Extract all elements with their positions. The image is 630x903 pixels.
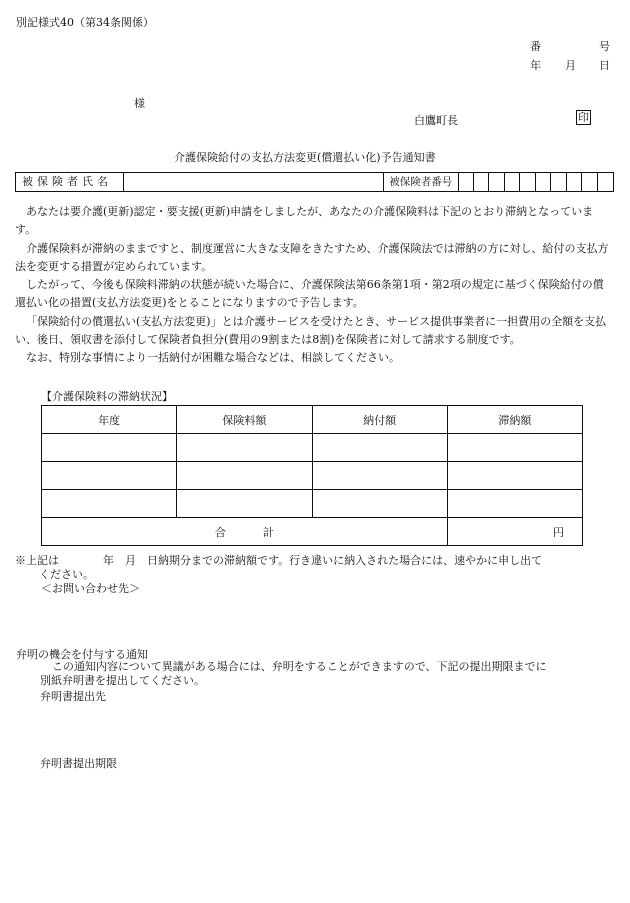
submission-destination-label: 弁明書提出先 xyxy=(40,690,106,703)
table-cell[interactable] xyxy=(42,462,177,490)
total-label-char: 合 xyxy=(214,525,226,539)
hearing-line: 別紙弁明書を提出してください。 xyxy=(40,673,205,687)
number-label-go: 号 xyxy=(599,40,610,53)
table-cell[interactable] xyxy=(312,490,447,518)
seal-stamp: 印 xyxy=(578,111,589,124)
table-cell[interactable] xyxy=(312,434,447,462)
insured-info-row xyxy=(15,172,614,192)
total-label xyxy=(42,518,448,546)
column-header-arrears: 滞納額 xyxy=(447,406,582,434)
insured-number-digit[interactable] xyxy=(459,173,474,191)
document-title: 介護保険給付の支払方法変更(償還払い化)予告通知書 xyxy=(174,151,436,164)
table-cell[interactable] xyxy=(42,434,177,462)
insured-number-label: 被保険者番号 xyxy=(384,173,459,191)
column-header-premium: 保険料額 xyxy=(177,406,312,434)
date-label-year: 年 xyxy=(530,59,541,72)
form-number: 別記様式40（第34条関係） xyxy=(16,16,154,29)
hearing-notice-body xyxy=(16,660,547,687)
table-cell[interactable] xyxy=(177,434,312,462)
note-line: ※上記は 年 月 日納期分までの滞納額です。行き違いに納入された場合には、速やかに申し出て xyxy=(15,554,543,567)
table-cell[interactable] xyxy=(312,462,447,490)
hearing-line: この通知内容について異議がある場合には、弁明をすることができますので、下記の提出期限までに xyxy=(52,660,547,673)
insured-number-digit[interactable] xyxy=(474,173,489,191)
total-label-char: 計 xyxy=(262,525,274,539)
insured-number-digit[interactable] xyxy=(551,173,566,191)
insured-number-digit[interactable] xyxy=(489,173,504,191)
insured-number-digit[interactable] xyxy=(536,173,551,191)
insured-number-digit[interactable] xyxy=(520,173,535,191)
body-paragraph: したがって、今後も保険料滞納の状態が続いた場合に、介護保険法第66条第1項・第2項の規定に基づく保険給付の償還払い化の措置(支払方法変更)をとることになりますので予告します。 xyxy=(15,278,604,310)
body-paragraph: なお、特別な事情により一括納付が困難な場合などは、相談してください。 xyxy=(26,351,400,365)
date-label-month: 月 xyxy=(565,59,576,72)
insured-number-digit[interactable] xyxy=(567,173,582,191)
note-line: ください。 xyxy=(39,568,94,581)
inquiry-label: ＜お問い合わせ先＞ xyxy=(41,582,140,595)
arrears-note xyxy=(15,554,542,582)
table-cell[interactable] xyxy=(447,490,582,518)
table-header-row xyxy=(42,406,583,434)
table-row xyxy=(42,434,583,462)
table-cell[interactable] xyxy=(177,462,312,490)
issuer-mayor: 白鷹町長 xyxy=(414,114,458,127)
body-paragraph: 介護保険料が滞納のままですと、制度運営に大きな支障をきたすため、介護保険法では滞納の方に対し、給付の支払方法を変更する措置が定められています。 xyxy=(15,241,609,273)
table-cell[interactable] xyxy=(177,490,312,518)
total-amount-field[interactable]: 円 xyxy=(447,518,582,546)
body-paragraph: あなたは要介護(更新)認定・要支援(更新)申請をしましたが、あなたの介護保険料は下記のとおり滞納となっています。 xyxy=(15,205,594,237)
submission-deadline-label: 弁明書提出期限 xyxy=(40,757,117,770)
insured-number-digit[interactable] xyxy=(598,173,613,191)
table-total-row xyxy=(42,518,583,546)
date-label-day: 日 xyxy=(599,59,610,72)
table-row xyxy=(42,462,583,490)
notice-body xyxy=(15,203,613,368)
column-header-year: 年度 xyxy=(42,406,177,434)
insured-number-digit[interactable] xyxy=(582,173,597,191)
table-cell[interactable] xyxy=(447,434,582,462)
table-cell[interactable] xyxy=(42,490,177,518)
column-header-paid: 納付額 xyxy=(312,406,447,434)
arrears-table xyxy=(41,405,583,546)
arrears-status-title: 【介護保険料の滞納状況】 xyxy=(41,390,173,403)
insured-name-field[interactable] xyxy=(124,173,384,191)
number-label-ban: 番 xyxy=(530,40,541,53)
body-paragraph: 「保険給付の償還払い(支払方法変更)」とは介護サービスを受けたとき、サービス提供事業者に一担費用の全額を支払い、後日、領収書を添付して保険者負担分(費用の9割または8割)を保険者に対して請求する制度です。 xyxy=(15,314,607,347)
addressee-suffix: 様 xyxy=(134,97,145,110)
insured-name-label: 被保険者氏名 xyxy=(16,173,124,191)
table-cell[interactable] xyxy=(447,462,582,490)
table-row xyxy=(42,490,583,518)
hearing-notice-title: 弁明の機会を付与する通知 xyxy=(16,648,148,661)
insured-number-digit[interactable] xyxy=(505,173,520,191)
